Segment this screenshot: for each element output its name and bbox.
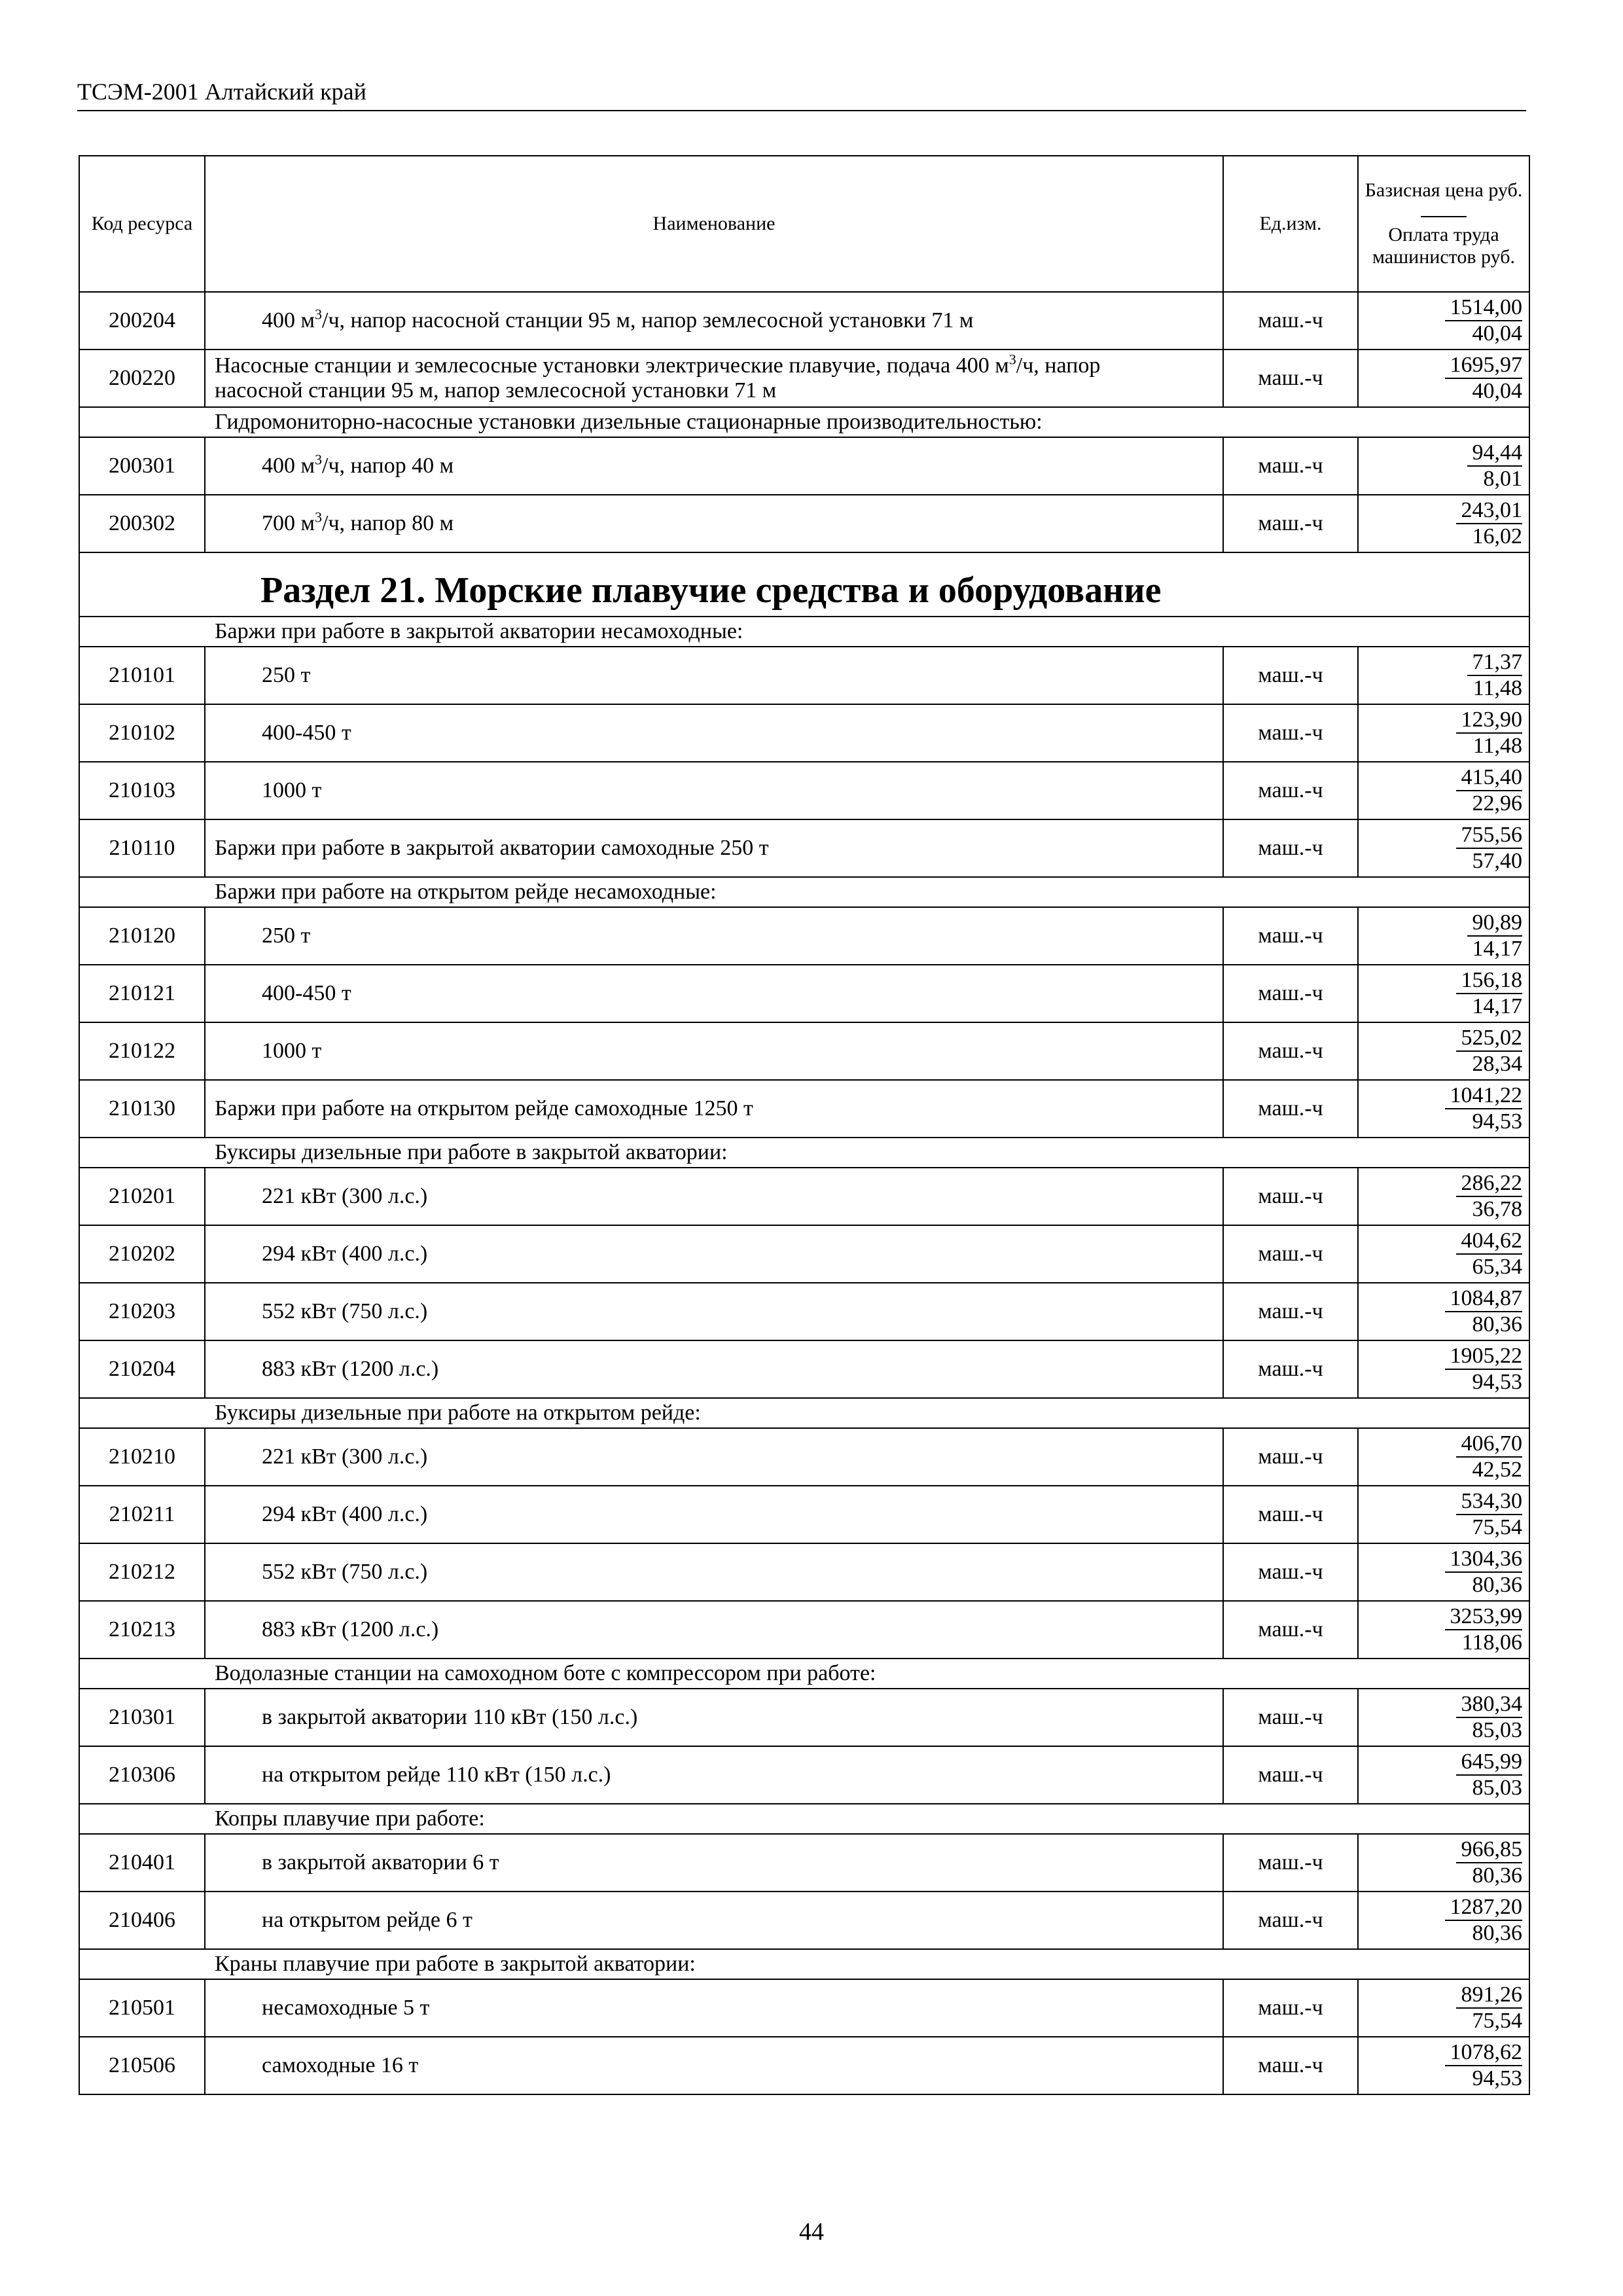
operator-pay: 40,04: [1472, 379, 1522, 403]
table-row: [79, 495, 1529, 552]
group-heading-row: [79, 1659, 1529, 1689]
operator-pay: 14,17: [1472, 994, 1522, 1018]
header-separator: [1421, 216, 1467, 217]
row-name: самоходные 16 т: [205, 2037, 1223, 2094]
base-price: 123,90: [1456, 708, 1523, 734]
row-code: 210211: [79, 1486, 205, 1543]
operator-pay: 28,34: [1472, 1052, 1522, 1076]
row-price: [1358, 1225, 1529, 1283]
row-price: [1358, 1340, 1529, 1398]
row-unit: маш.-ч: [1223, 495, 1358, 552]
group-heading: Водолазные станции на самоходном боте с компрессором при работе:: [79, 1659, 1529, 1689]
row-unit: маш.-ч: [1223, 1979, 1358, 2037]
row-code: 210501: [79, 1979, 205, 2037]
base-price: 755,56: [1456, 823, 1523, 849]
base-price: 1041,22: [1445, 1083, 1523, 1109]
operator-pay: 118,06: [1461, 1630, 1522, 1655]
row-code: 210301: [79, 1689, 205, 1746]
row-price: [1358, 350, 1529, 407]
base-price: 415,40: [1456, 765, 1523, 791]
table-row: [79, 1979, 1529, 2037]
row-price: [1358, 1834, 1529, 1892]
row-unit: маш.-ч: [1223, 1022, 1358, 1080]
group-heading-row: [79, 1949, 1529, 1979]
operator-pay: 85,03: [1472, 1776, 1522, 1800]
section-heading-row: [79, 552, 1529, 617]
operator-pay: 85,03: [1472, 1718, 1522, 1742]
group-heading-row: [79, 617, 1529, 647]
table-row: [79, 2037, 1529, 2094]
row-name: 250 т: [205, 907, 1223, 965]
row-name: 221 кВт (300 л.с.): [205, 1428, 1223, 1486]
base-price: 645,99: [1456, 1749, 1523, 1776]
row-price: [1358, 647, 1529, 704]
row-code: 210102: [79, 704, 205, 762]
row-code: 200204: [79, 292, 205, 350]
row-unit: маш.-ч: [1223, 292, 1358, 350]
row-unit: маш.-ч: [1223, 1168, 1358, 1225]
row-code: 210210: [79, 1428, 205, 1486]
operator-pay: 11,48: [1472, 676, 1522, 700]
row-name: 250 т: [205, 647, 1223, 704]
row-name: 700 $м^3/ч$, напор 80 м: [205, 495, 1223, 552]
row-code: 210130: [79, 1080, 205, 1138]
row-name: 400 $м^3/ч$, напор насосной станции 95 м, напор землесосной установки 71 м: [205, 292, 1223, 350]
row-name: Насосные станции и землесосные установки электрические плавучие, подача 400 $м^3/ч$, напор насосной станции 95 м, напор землесосной установки 71 м: [205, 350, 1223, 407]
row-code: 210506: [79, 2037, 205, 2094]
operator-pay: 80,36: [1472, 1312, 1522, 1336]
row-price: [1358, 704, 1529, 762]
row-price: [1358, 1080, 1529, 1138]
base-price: 525,02: [1456, 1026, 1523, 1052]
group-heading-row: [79, 877, 1529, 907]
page-number: 44: [799, 2218, 824, 2246]
group-heading: Копры плавучие при работе:: [79, 1804, 1529, 1834]
operator-pay: 16,02: [1472, 524, 1522, 548]
table-row: [79, 350, 1529, 407]
document-title: ТСЭМ-2001 Алтайский край: [77, 79, 366, 105]
row-name: 1000 т: [205, 1022, 1223, 1080]
row-unit: маш.-ч: [1223, 2037, 1358, 2094]
group-heading-row: [79, 1138, 1529, 1168]
row-price: [1358, 819, 1529, 877]
operator-pay: 80,36: [1472, 1921, 1522, 1945]
row-code: 200302: [79, 495, 205, 552]
table-row: [79, 1225, 1529, 1283]
table-row: [79, 819, 1529, 877]
header-unit: Ед.изм.: [1223, 156, 1358, 292]
row-name: 1000 т: [205, 762, 1223, 819]
operator-pay: 75,54: [1472, 1515, 1522, 1539]
row-code: 210202: [79, 1225, 205, 1283]
row-price: [1358, 907, 1529, 965]
operator-pay: 42,52: [1472, 1458, 1522, 1482]
row-name: 552 кВт (750 л.с.): [205, 1283, 1223, 1340]
row-price: [1358, 1601, 1529, 1659]
operator-pay: 14,17: [1472, 937, 1522, 961]
row-unit: маш.-ч: [1223, 647, 1358, 704]
base-price: 1287,20: [1445, 1895, 1523, 1921]
row-name: 400-450 т: [205, 965, 1223, 1022]
resource-price-table: [79, 155, 1530, 2095]
table-row: [79, 1080, 1529, 1138]
base-price: 1078,62: [1445, 2040, 1523, 2066]
row-price: [1358, 495, 1529, 552]
group-heading-row: [79, 1398, 1529, 1428]
row-unit: маш.-ч: [1223, 907, 1358, 965]
row-unit: маш.-ч: [1223, 1340, 1358, 1398]
operator-pay: 36,78: [1472, 1197, 1522, 1221]
group-heading-row: [79, 407, 1529, 437]
table-row: [79, 1892, 1529, 1949]
table-row: [79, 907, 1529, 965]
operator-pay: 94,53: [1472, 1370, 1522, 1394]
operator-pay: 11,48: [1472, 734, 1522, 758]
table-row: [79, 1340, 1529, 1398]
row-price: [1358, 1746, 1529, 1804]
table-row: [79, 1168, 1529, 1225]
row-unit: маш.-ч: [1223, 437, 1358, 495]
row-price: [1358, 292, 1529, 350]
row-code: 210110: [79, 819, 205, 877]
row-price: [1358, 1486, 1529, 1543]
base-price: 71,37: [1467, 650, 1523, 676]
operator-pay: 8,01: [1483, 467, 1522, 491]
group-heading: Буксиры дизельные при работе в закрытой акватории:: [79, 1138, 1529, 1168]
base-price: 1084,87: [1445, 1286, 1523, 1312]
row-price: [1358, 1283, 1529, 1340]
row-name: 294 кВт (400 л.с.): [205, 1225, 1223, 1283]
table-row: [79, 292, 1529, 350]
row-price: [1358, 1168, 1529, 1225]
row-code: 210203: [79, 1283, 205, 1340]
row-unit: маш.-ч: [1223, 704, 1358, 762]
row-price: [1358, 1892, 1529, 1949]
base-price: 1304,36: [1445, 1547, 1523, 1573]
operator-pay: 94,53: [1472, 2066, 1522, 2090]
table-row: [79, 647, 1529, 704]
table-row: [79, 762, 1529, 819]
header-code: Код ресурса: [79, 156, 205, 292]
operator-pay: 80,36: [1472, 1863, 1522, 1888]
row-unit: маш.-ч: [1223, 1080, 1358, 1138]
row-price: [1358, 1022, 1529, 1080]
row-name: 400 $м^3/ч$, напор 40 м: [205, 437, 1223, 495]
table-row: [79, 1601, 1529, 1659]
row-name: 552 кВт (750 л.с.): [205, 1543, 1223, 1601]
row-unit: маш.-ч: [1223, 762, 1358, 819]
table-row: [79, 1834, 1529, 1892]
row-unit: маш.-ч: [1223, 965, 1358, 1022]
row-unit: маш.-ч: [1223, 1834, 1358, 1892]
row-code: 200301: [79, 437, 205, 495]
operator-pay: 65,34: [1472, 1255, 1522, 1279]
group-heading: Буксиры дизельные при работе на открытом рейде:: [79, 1398, 1529, 1428]
base-price: 406,70: [1456, 1431, 1523, 1458]
row-code: 210212: [79, 1543, 205, 1601]
row-price: [1358, 1689, 1529, 1746]
row-code: 210121: [79, 965, 205, 1022]
row-name: 883 кВт (1200 л.с.): [205, 1340, 1223, 1398]
base-price: 966,85: [1456, 1837, 1523, 1863]
row-name: 400-450 т: [205, 704, 1223, 762]
table-header-row: [79, 156, 1529, 292]
row-unit: маш.-ч: [1223, 1225, 1358, 1283]
header-price-top: Базисная цена руб.: [1364, 179, 1523, 201]
row-unit: маш.-ч: [1223, 819, 1358, 877]
header-price: [1358, 156, 1529, 292]
base-price: 404,62: [1456, 1229, 1523, 1255]
row-code: 210306: [79, 1746, 205, 1804]
base-price: 380,34: [1456, 1692, 1523, 1718]
row-price: [1358, 1428, 1529, 1486]
row-unit: маш.-ч: [1223, 1283, 1358, 1340]
base-price: 156,18: [1456, 968, 1523, 994]
base-price: 94,44: [1467, 440, 1523, 467]
table-row: [79, 1428, 1529, 1486]
table-row: [79, 1543, 1529, 1601]
row-code: 210122: [79, 1022, 205, 1080]
row-code: 200220: [79, 350, 205, 407]
table-row: [79, 1283, 1529, 1340]
row-name: на открытом рейде 110 кВт (150 л.с.): [205, 1746, 1223, 1804]
operator-pay: 40,04: [1472, 321, 1522, 346]
base-price: 1514,00: [1445, 295, 1523, 321]
operator-pay: 94,53: [1472, 1109, 1522, 1134]
row-unit: маш.-ч: [1223, 350, 1358, 407]
row-name: на открытом рейде 6 т: [205, 1892, 1223, 1949]
base-price: 286,22: [1456, 1171, 1523, 1197]
row-code: 210103: [79, 762, 205, 819]
row-code: 210120: [79, 907, 205, 965]
table-row: [79, 965, 1529, 1022]
section-heading: [79, 552, 1529, 617]
row-name: в закрытой акватории 6 т: [205, 1834, 1223, 1892]
group-heading: Гидромониторно-насосные установки дизельные стационарные производительностью:: [79, 407, 1529, 437]
operator-pay: 57,40: [1472, 849, 1522, 873]
header-name: Наименование: [205, 156, 1223, 292]
row-unit: маш.-ч: [1223, 1689, 1358, 1746]
row-code: 210406: [79, 1892, 205, 1949]
row-price: [1358, 2037, 1529, 2094]
group-heading: Баржи при работе на открытом рейде несамоходные:: [79, 877, 1529, 907]
group-heading: Баржи при работе в закрытой акватории несамоходные:: [79, 617, 1529, 647]
row-code: 210201: [79, 1168, 205, 1225]
row-price: [1358, 1543, 1529, 1601]
header-price-bottom: Оплата труда машинистов руб.: [1372, 224, 1516, 268]
row-unit: маш.-ч: [1223, 1892, 1358, 1949]
group-heading: Краны плавучие при работе в закрытой акватории:: [79, 1949, 1529, 1979]
row-name: 883 кВт (1200 л.с.): [205, 1601, 1223, 1659]
page-header: [77, 73, 1526, 111]
table-row: [79, 1689, 1529, 1746]
row-name: Баржи при работе на открытом рейде самоходные 1250 т: [205, 1080, 1223, 1138]
row-name: Баржи при работе в закрытой акватории самоходные 250 т: [205, 819, 1223, 877]
operator-pay: 75,54: [1472, 2009, 1522, 2033]
row-unit: маш.-ч: [1223, 1428, 1358, 1486]
row-unit: маш.-ч: [1223, 1543, 1358, 1601]
row-code: 210213: [79, 1601, 205, 1659]
group-heading-row: [79, 1804, 1529, 1834]
section-title: Раздел 21. Морские плавучие средства и оборудование: [260, 570, 1162, 611]
base-price: 534,30: [1456, 1489, 1523, 1515]
table-row: [79, 1746, 1529, 1804]
operator-pay: 22,96: [1472, 791, 1522, 816]
row-name: 294 кВт (400 л.с.): [205, 1486, 1223, 1543]
row-name: в закрытой акватории 110 кВт (150 л.с.): [205, 1689, 1223, 1746]
row-code: 210401: [79, 1834, 205, 1892]
row-price: [1358, 965, 1529, 1022]
row-unit: маш.-ч: [1223, 1486, 1358, 1543]
row-price: [1358, 1979, 1529, 2037]
row-name: 221 кВт (300 л.с.): [205, 1168, 1223, 1225]
base-price: 243,01: [1456, 498, 1523, 524]
table-row: [79, 1486, 1529, 1543]
base-price: 1905,22: [1445, 1344, 1523, 1370]
row-unit: маш.-ч: [1223, 1601, 1358, 1659]
row-code: 210204: [79, 1340, 205, 1398]
row-price: [1358, 437, 1529, 495]
table-row: [79, 437, 1529, 495]
base-price: 891,26: [1456, 1982, 1523, 2009]
base-price: 90,89: [1467, 910, 1523, 937]
row-unit: маш.-ч: [1223, 1746, 1358, 1804]
operator-pay: 80,36: [1472, 1573, 1522, 1597]
base-price: 3253,99: [1445, 1604, 1523, 1630]
row-price: [1358, 762, 1529, 819]
row-name: несамоходные 5 т: [205, 1979, 1223, 2037]
base-price: 1695,97: [1445, 353, 1523, 379]
row-code: 210101: [79, 647, 205, 704]
table-row: [79, 1022, 1529, 1080]
table-row: [79, 704, 1529, 762]
